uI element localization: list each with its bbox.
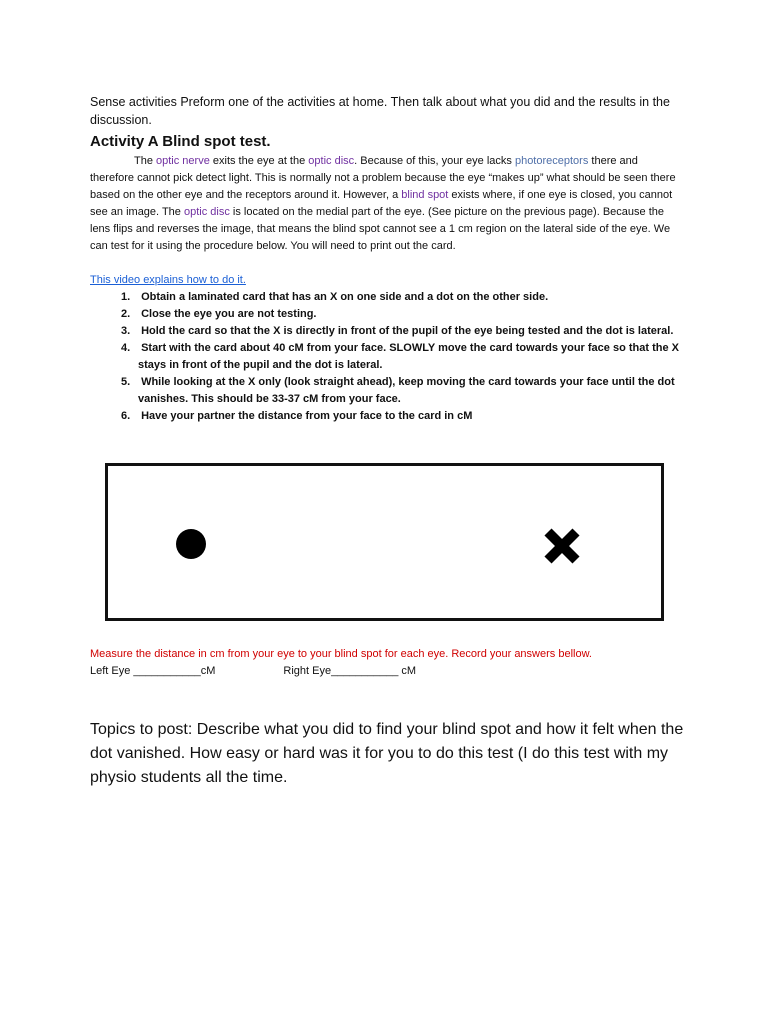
activity-description xyxy=(90,153,682,255)
step-number: 1. xyxy=(121,291,131,303)
term-optic-nerve: optic nerve xyxy=(156,155,210,167)
blind-spot-test-card xyxy=(105,463,664,621)
step-item xyxy=(90,408,690,425)
right-eye-answer: Right Eye___________ cM xyxy=(283,665,417,677)
x-cross-icon xyxy=(541,525,583,567)
step-text: Hold the card so that the X is directly in front of the pupil of the eye being tested and the dot is lateral. xyxy=(141,325,674,337)
step-number: 6. xyxy=(121,410,131,422)
activity-title: Activity A Blind spot test. xyxy=(90,133,271,150)
answer-line xyxy=(90,663,416,680)
step-number: 3. xyxy=(121,325,131,337)
para-text: is located on the medial part of the eye. (See picture on the previous page). Because the lens flips and reverses the image, that means the blind spot cannot see a 1 cm region on the lateral side of the eye. We can test for it using the procedure below. You will need to print out the card. xyxy=(90,206,671,252)
measure-instruction: Measure the distance in cm from your eye to your blind spot for each eye. Record your answers bellow. xyxy=(90,648,592,660)
step-item xyxy=(90,289,690,306)
para-text: . Because of this, your eye lacks xyxy=(354,155,515,167)
step-text: Start with the card about 40 cM from your face. SLOWLY move the card towards your face so that the X stays in front of the pupil and the dot is lateral. xyxy=(138,342,679,371)
term-photoreceptors: photoreceptors xyxy=(514,155,589,167)
step-item xyxy=(90,340,690,374)
step-item xyxy=(90,323,690,340)
step-number: 4. xyxy=(121,342,131,354)
para-text: exits the eye at the xyxy=(209,155,309,167)
para-text: there and therefore cannot pick detect light. This is normally not a problem because the eye “makes up” what should be seen there based on the other eye and the receptors around it. However, a xyxy=(90,155,676,201)
step-number: 2. xyxy=(121,308,131,320)
term-optic-disc: optic disc xyxy=(183,206,230,218)
para-text: The xyxy=(134,155,157,167)
term-optic-disc: optic disc xyxy=(308,155,355,167)
left-eye-answer: Left Eye ___________cM xyxy=(90,665,216,677)
step-number: 5. xyxy=(121,376,131,388)
black-dot-icon xyxy=(176,529,206,559)
step-text: While looking at the X only (look straight ahead), keep moving the card towards your face until the dot vanishes. This should be 33-37 cM from your face. xyxy=(138,376,675,405)
step-text: Obtain a laminated card that has an X on one side and a dot on the other side. xyxy=(141,291,549,303)
term-blind-spot: blind spot xyxy=(401,189,449,201)
para-text: exists where, if one eye is closed, you cannot see an image. The xyxy=(90,189,673,218)
video-link[interactable]: This video explains how to do it. xyxy=(90,274,246,286)
procedure-steps xyxy=(90,289,690,425)
step-text: Close the eye you are not testing. xyxy=(141,308,317,320)
step-item xyxy=(90,374,690,408)
intro-text: Sense activities Preform one of the activities at home. Then talk about what you did and the results in the discussion. xyxy=(90,95,670,127)
step-text: Have your partner the distance from your face to the card in cM xyxy=(141,410,473,422)
discussion-topics: Topics to post: Describe what you did to find your blind spot and how it felt when the dot vanished. How easy or hard was it for you to do this test (I do this test with my physio students all the time. xyxy=(90,721,684,786)
step-item xyxy=(90,306,690,323)
